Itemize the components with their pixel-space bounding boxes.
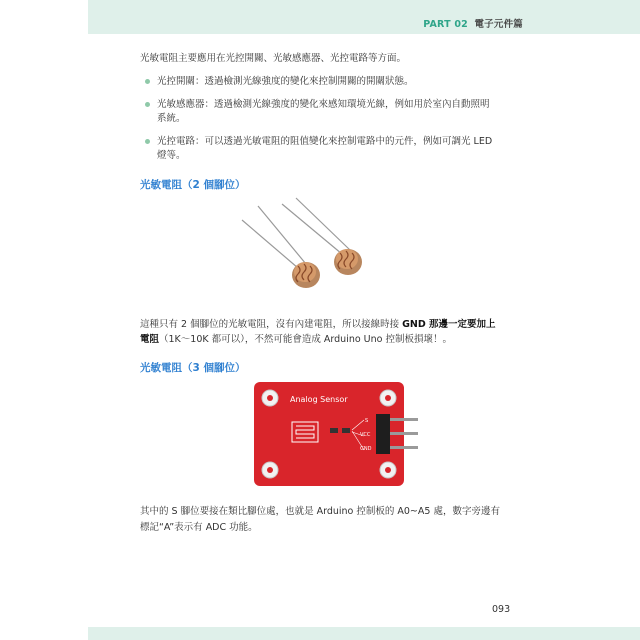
bullet-text: 透過檢測光線強度的變化來感知環境光線，例如用於室內自動照明 [214, 99, 490, 110]
page-number: 093 [492, 604, 511, 615]
chapter-title: 電子元件篇 [474, 19, 523, 30]
pin-label-gnd: GND [360, 446, 372, 452]
bullet-item-3: 光控電路：可以透過光敏電阻的阻值變化來控制電路中的元件，例如可調光 LED [157, 136, 493, 147]
bullet-text: 可以透過光敏電阻的阻值變化來控制電路中的元件，例如可調光 LED [204, 136, 493, 147]
bullet-dot-icon [145, 102, 150, 107]
section-heading-2pin: 光敏電阻（2 個腳位） [140, 179, 246, 191]
paragraph-adc-line1: 其中的 S 腳位要接在類比腳位處，也就是 Arduino 控制板的 A0~A5 處，數字旁邊有 [140, 506, 500, 517]
note-bold: GND 那邊一定要加上 [402, 319, 496, 330]
intro-paragraph: 光敏電阻主要應用在光控開關、光敏感應器、光控電路等方面。 [140, 53, 407, 64]
paragraph-resistor-note-line2 [140, 331, 520, 348]
part-label: PART 02 [423, 19, 468, 30]
note-text: 這種只有 2 個腳位的光敏電阻，沒有內建電阻，所以接線時接 [140, 319, 403, 330]
bullet-item-2-continuation: 系統。 [157, 113, 186, 124]
section-heading-3pin: 光敏電阻（3 個腳位） [140, 362, 246, 374]
note-bold: 電阻 [140, 334, 160, 345]
note-text: （1K～10K 都可以），不然可能會造成 Arduino Uno 控制板損壞！。 [159, 334, 452, 345]
bullet-item-2: 光敏感應器：透過檢測光線強度的變化來感知環境光線，例如用於室內自動照明 [157, 99, 490, 110]
bullet-item-1: 光控開關：透過檢測光線強度的變化來控制開關的開關狀態。 [157, 76, 414, 87]
paragraph-adc-line2: 標記“A”表示有 ADC 功能。 [140, 522, 258, 533]
bullet-term: 光控電路 [157, 136, 196, 147]
running-header [423, 16, 523, 30]
bullet-item-3-continuation: 燈等。 [157, 150, 186, 161]
module-title-text: Analog Sensor [290, 395, 348, 404]
bullet-text: 透過檢測光線強度的變化來控制開關的開關狀態。 [204, 76, 414, 87]
bullet-term: 光敏感應器 [157, 99, 205, 110]
photoresistor-2pin-image [236, 196, 372, 300]
bullet-term: 光控開關 [157, 76, 196, 87]
pin-label-vcc: VCC [360, 432, 371, 438]
bullet-dot-icon [145, 139, 150, 144]
header-band [88, 0, 640, 34]
pin-label-s: S [365, 418, 369, 424]
footer-band [88, 627, 640, 640]
analog-sensor-module-image [252, 380, 422, 490]
bullet-dot-icon [145, 79, 150, 84]
